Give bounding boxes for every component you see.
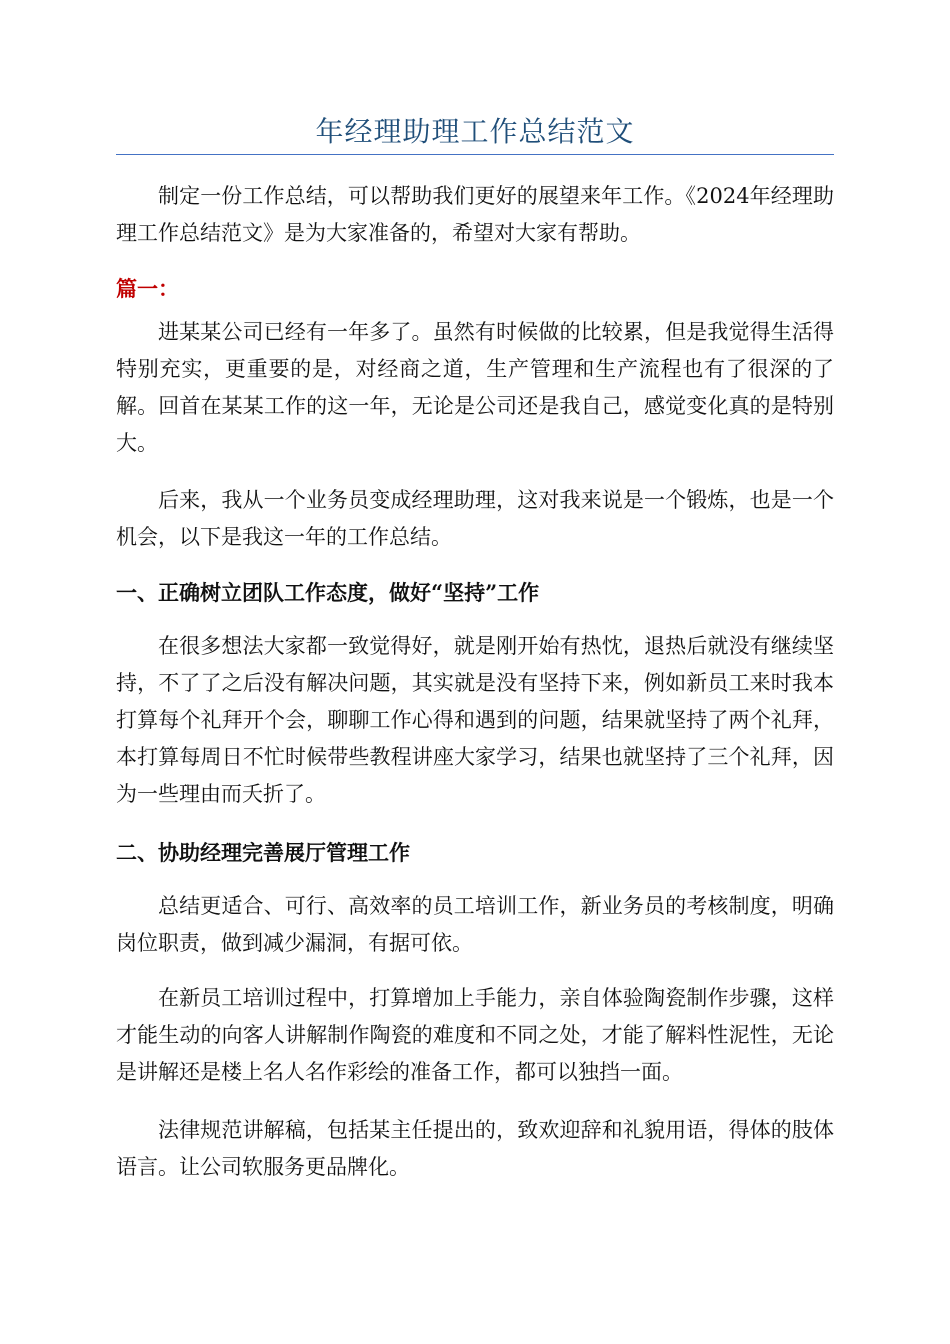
body-paragraph: 法律规范讲解稿，包括某主任提出的，致欢迎辞和礼貌用语，得体的肢体语言。让公司软服务更品牌化。	[116, 1118, 834, 1179]
paragraph-block-6	[116, 1112, 834, 1186]
paragraph-block-3	[116, 628, 834, 813]
paragraph-block-1	[116, 314, 834, 462]
paragraph-block-5	[116, 980, 834, 1091]
body-paragraph: 后来，我从一个业务员变成经理助理，这对我来说是一个锻炼，也是一个机会，以下是我这一年的工作总结。	[116, 488, 834, 549]
paragraph-block-2	[116, 482, 834, 556]
section-heading-2: 二、协助经理完善展厅管理工作	[116, 840, 410, 865]
intro-paragraph: 制定一份工作总结，可以帮助我们更好的展望来年工作。《2024年经理助理工作总结范文》是为大家准备的，希望对大家有帮助。	[116, 184, 834, 245]
body-paragraph: 在很多想法大家都一致觉得好，就是刚开始有热忱，退热后就没有继续坚持，不了了之后没有解决问题，其实就是没有坚持下来，例如新员工来时我本打算每个礼拜开个会，聊聊工作心得和遇到的问题，结果就坚持了两个礼拜，本打算每周日不忙时候带些教程讲座大家学习，结果也就坚持了三个礼拜，因为一些理由而夭折了。	[116, 634, 834, 806]
body-paragraph: 总结更适合、可行、高效率的员工培训工作，新业务员的考核制度，明确岗位职责，做到减少漏洞，有据可依。	[116, 894, 834, 955]
section-label-block	[116, 270, 834, 307]
heading-1-block	[116, 574, 834, 611]
section-heading-1: 一、正确树立团队工作态度，做好“坚持”工作	[116, 580, 540, 605]
heading-2-block	[116, 834, 834, 871]
intro-block	[116, 178, 834, 252]
title-underline	[116, 154, 834, 155]
document-title: 年经理助理工作总结范文	[315, 115, 635, 148]
paragraph-block-4	[116, 888, 834, 962]
body-paragraph: 进某某公司已经有一年多了。虽然有时候做的比较累，但是我觉得生活得特别充实，更重要的是，对经商之道，生产管理和生产流程也有了很深的了解。回首在某某工作的这一年，无论是公司还是我自己，感觉变化真的是特别大。	[116, 320, 834, 455]
section-label: 篇一：	[116, 276, 179, 301]
body-paragraph: 在新员工培训过程中，打算增加上手能力，亲自体验陶瓷制作步骤，这样才能生动的向客人讲解制作陶瓷的难度和不同之处，才能了解料性泥性，无论是讲解还是楼上名人名作彩绘的准备工作，都可以独挡一面。	[116, 986, 834, 1084]
